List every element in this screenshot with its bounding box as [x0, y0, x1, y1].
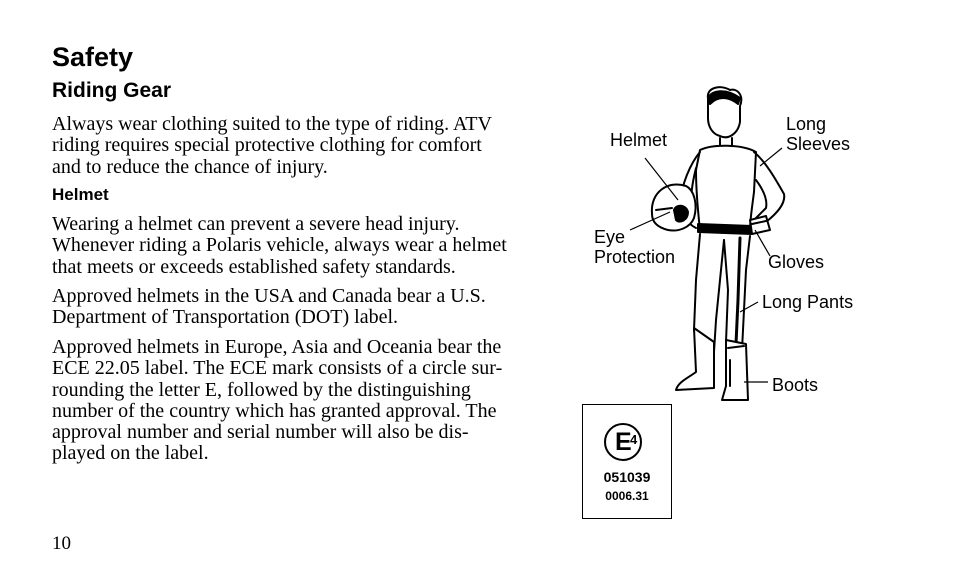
label-long-sleeves: Long Sleeves — [786, 114, 851, 154]
label-long-pants: Long Pants — [762, 292, 854, 312]
rider-torso — [696, 146, 756, 230]
label-helmet: Helmet — [610, 130, 668, 150]
ece-serial-number: 0006.31 — [605, 489, 649, 503]
ece-circle — [604, 423, 642, 461]
helmet-paragraph-2: Approved helmets in the USA and Canada bear a U.S. Department of Transportation (DOT) label. — [52, 285, 486, 329]
page-number: 10 — [52, 533, 71, 554]
subsection-title: Riding Gear — [52, 79, 172, 102]
ece-label — [582, 404, 672, 519]
rider-right-glove — [750, 216, 770, 234]
rider-left-boot — [676, 328, 714, 390]
ece-approval-number: 051039 — [603, 469, 651, 485]
label-gloves: Gloves — [768, 252, 825, 272]
helmet-paragraph-3: Approved helmets in Europe, Asia and Oceania bear the ECE 22.05 label. The ECE mark consists of a circle sur- rounding the letter E, followed by the distinguishing number of the country which has granted approval. The approval number and serial number will also be dis- played on the label. — [52, 336, 503, 465]
label-boots: Boots — [772, 375, 819, 395]
helmet-heading: Helmet — [52, 185, 109, 204]
ece-letter: E — [615, 428, 632, 456]
held-helmet — [652, 184, 696, 230]
rider-belt — [698, 224, 752, 234]
label-eye-protection: Eye Protection — [594, 227, 676, 267]
helmet-paragraph-1: Wearing a helmet can prevent a severe head injury. Whenever riding a Polaris vehicle, always wear a helmet that meets or exceeds established safety standards. — [52, 213, 507, 278]
rider-right-boot — [722, 340, 748, 400]
intro-paragraph: Always wear clothing suited to the type of riding. ATV riding requires special protective clothing for comfort and to reduce the chance of injury. — [52, 113, 492, 178]
section-title: Safety — [52, 42, 134, 72]
ece-country-number: 4 — [630, 432, 638, 447]
rider-right-arm — [752, 152, 784, 228]
